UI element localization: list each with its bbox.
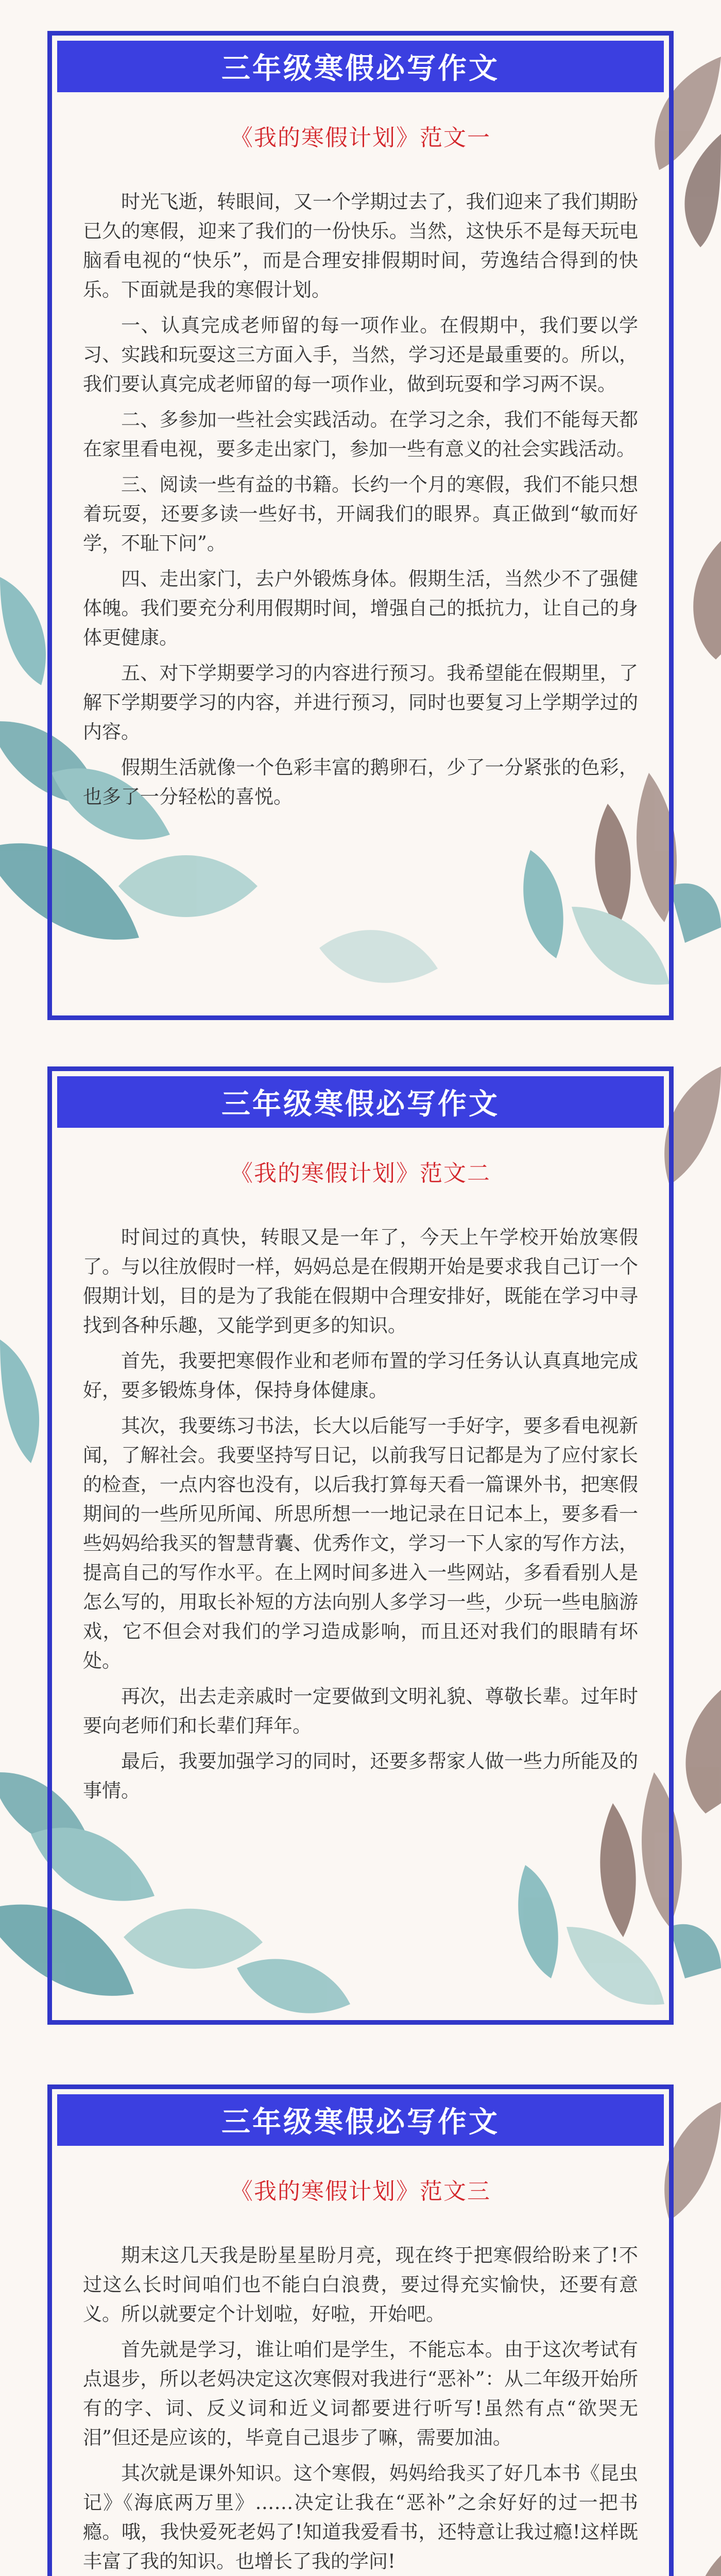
essay-title: 《我的寒假计划》范文三	[230, 2178, 491, 2205]
essay-card	[47, 1066, 674, 2025]
essay-paragraph: 五、对下学期要学习的内容进行预习。我希望能在假期里，了解下学期要学习的内容，并进行预习，同时也要复习上学期学过的内容。	[83, 662, 638, 743]
essay-body	[83, 1223, 638, 1805]
essay-paragraph: 一、认真完成老师留的每一项作业。在假期中，我们要以学习、实践和玩耍这三方面入手，当然，学习还是最重要的。所以，我们要认真完成老师留的每一项作业，做到玩耍和学习两不误。	[83, 314, 638, 395]
essay-paragraph: 首先，我要把寒假作业和老师布置的学习任务认认真真地完成好，要多锻炼身体，保持身体健康。	[83, 1350, 638, 1401]
essay-paragraph: 三、阅读一些有益的书籍。长约一个月的寒假，我们不能只想着玩耍，还要多读一些好书，开阔我们的眼界。真正做到“敏而好学，不耻下问”。	[83, 473, 638, 554]
essay-title: 《我的寒假计划》范文一	[230, 125, 491, 151]
essay-page-1	[0, 0, 721, 1020]
essay-body	[83, 187, 638, 811]
essay-paragraph: 假期生活就像一个色彩丰富的鹅卵石，少了一分紧张的色彩，也多了一分轻松的喜悦。	[83, 756, 638, 808]
essay-paragraph: 时光飞逝，转眼间，又一个学期过去了，我们迎来了我们期盼已久的寒假，迎来了我们的一份快乐。当然，这快乐不是每天玩电脑看电视的“快乐”，而是合理安排假期时间，劳逸结合得到的快乐。下面就是我的寒假计划。	[83, 191, 638, 301]
essay-page-3	[0, 2040, 721, 2576]
essay-paragraph: 四、走出家门，去户外锻炼身体。假期生活，当然少不了强健体魄。我们要充分利用假期时间，增强自己的抵抗力，让自己的身体更健康。	[83, 568, 638, 649]
essay-paragraph: 其次就是课外知识。这个寒假，妈妈给我买了好几本书《昆虫记》《海底两万里》……决定让我在“恶补”之余好好的过一把书瘾。哦，我快爱死老妈了!知道我爱看书，还特意让我过瘾!这样既丰富了我的知识。也增长了我的学问!	[83, 2462, 638, 2572]
essay-page-2	[0, 1020, 721, 2040]
essay-paragraph: 首先就是学习，谁让咱们是学生，不能忘本。由于这次考试有点退步，所以老妈决定这次寒假对我进行“恶补”：从二年级开始所有的字、词、反义词和近义词都要进行听写!虽然有点“欲哭无泪”但还是应该的，毕竟自己退步了嘛，需要加油。	[83, 2338, 638, 2449]
essay-paragraph: 其次，我要练习书法，长大以后能写一手好字，要多看电视新闻，了解社会。我要坚持写日记，以前我写日记都是为了应付家长的检查，一点内容也没有，以后我打算每天看一篇课外书，把寒假期间的一些所见所闻、所思所想一一地记录在日记本上，要多看一些妈妈给我买的智慧背囊、优秀作文，学习一下人家的写作方法，提高自己的写作水平。在上网时间多进入一些网站，多看看别人是怎么写的，用取长补短的方法向别人多学习一些，少玩一些电脑游戏，它不但会对我们的学习造成影响，而且还对我们的眼睛有坏处。	[83, 1415, 638, 1672]
essay-paragraph: 再次，出去走亲戚时一定要做到文明礼貌、尊敬长辈。过年时要向老师们和长辈们拜年。	[83, 1685, 638, 1737]
essay-paragraph: 最后，我要加强学习的同时，还要多帮家人做一些力所能及的事情。	[83, 1750, 638, 1802]
page-banner: 三年级寒假必写作文	[57, 2094, 664, 2146]
essay-paragraph: 时间过的真快，转眼又是一年了，今天上午学校开始放寒假了。与以往放假时一样，妈妈总是在假期开始是要求我自己订一个假期计划，目的是为了我能在假期中合理安排好，既能在学习中寻找到各种乐趣，又能学到更多的知识。	[83, 1226, 638, 1336]
essay-card	[47, 31, 674, 1020]
essay-title: 《我的寒假计划》范文二	[230, 1160, 491, 1187]
essay-paragraph: 二、多参加一些社会实践活动。在学习之余，我们不能每天都在家里看电视，要多走出家门，参加一些有意义的社会实践活动。	[83, 409, 638, 460]
essay-paragraph: 期末这几天我是盼星星盼月亮，现在终于把寒假给盼来了!不过这么长时间咱们也不能白白浪费，要过得充实愉快，还要有意义。所以就要定个计划啦，好啦，开始吧。	[83, 2244, 638, 2325]
essay-body	[83, 2241, 638, 2576]
page-banner: 三年级寒假必写作文	[57, 41, 664, 92]
page-banner: 三年级寒假必写作文	[57, 1076, 664, 1128]
essay-card	[47, 2084, 674, 2576]
